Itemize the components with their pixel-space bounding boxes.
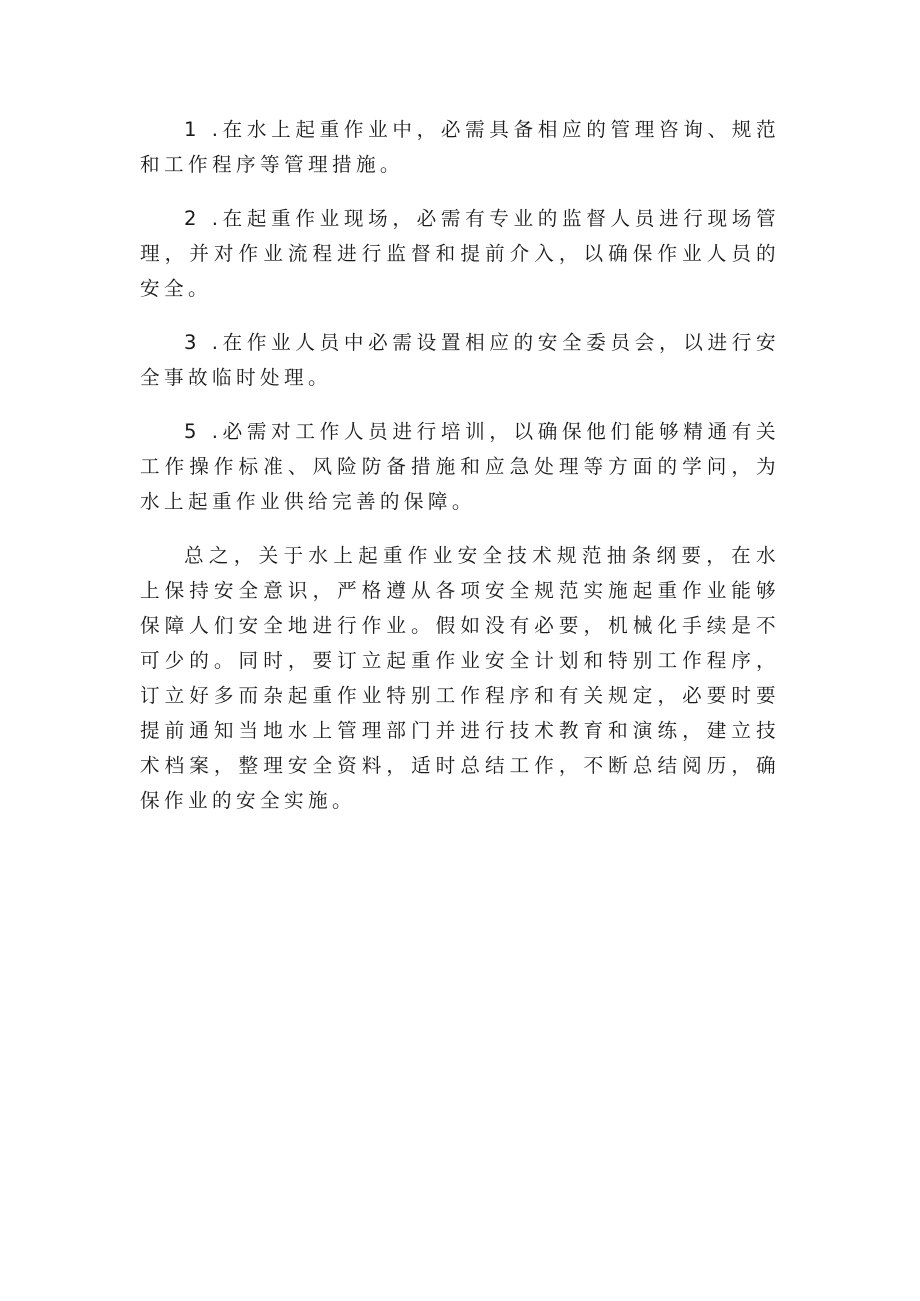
document-body [140,112,780,837]
summary-paragraph: 总之，关于水上起重作业安全技术规范抽条纲要，在水上保持安全意识，严格遵从各项安全规范实施起重作业能够保障人们安全地进行作业。假如没有必要，机械化手续是不可少的。同时，要订立起重作业安全计划和特别工作程序，订立好多而杂起重作业特别工作程序和有关规定，必要时要提前通知当地水上管理部门并进行技术教育和演练，建立技术档案，整理安全资料，适时总结工作，不断总结阅历，确保作业的安全实施。 [140,544,780,812]
list-item-5: 5 .必需对工作人员进行培训，以确保他们能够精通有关工作操作标准、风险防备措施和应急处理等方面的学问，为水上起重作业供给完善的保障。 [140,420,780,513]
list-item-3: 3 .在作业人员中必需设置相应的安全委员会，以进行安全事故临时处理。 [140,331,780,389]
list-item-2: 2 .在起重作业现场，必需有专业的监督人员进行现场管理，并对作业流程进行监督和提前介入，以确保作业人员的安全。 [140,207,780,300]
list-item-1: 1 .在水上起重作业中，必需具备相应的管理咨询、规范和工作程序等管理措施。 [140,118,780,176]
